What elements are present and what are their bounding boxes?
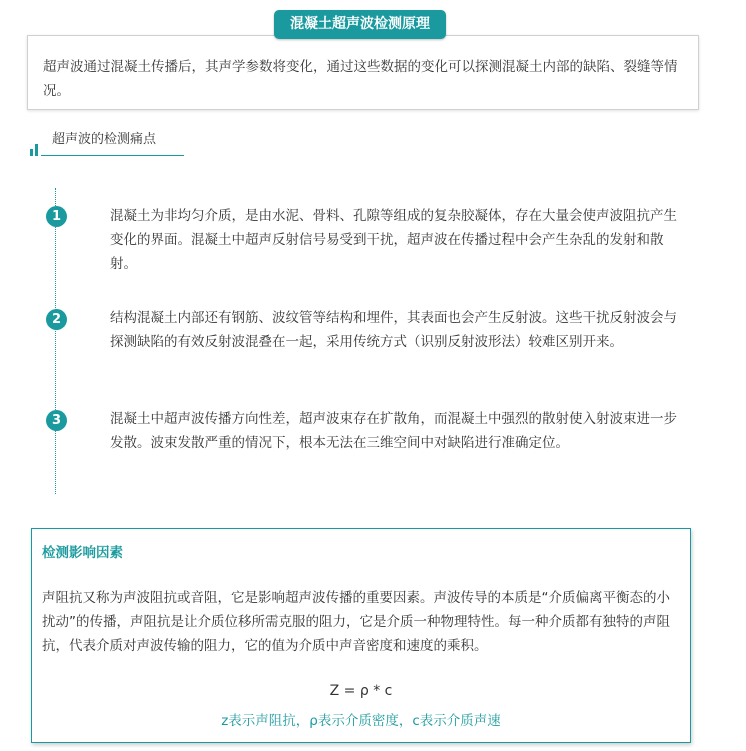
step-3-badge: 3 xyxy=(46,410,67,431)
pain-point-1-text: 混凝土为非均匀介质，是由水泥、骨料、孔隙等组成的复杂胶凝体，存在大量会使声波阻抗产生变化的界面。混凝土中超声反射信号易受到干扰，超声波在传播过程中会产生杂乱的发射和散射。 xyxy=(110,208,677,272)
formula: Z = ρ * c xyxy=(329,683,393,699)
intro-text: 超声波通过混凝土传播后，其声学参数将变化，通过这些数据的变化可以探测混凝土内部的缺陷、裂缝等情况。 xyxy=(43,59,678,99)
pain-points-heading: 超声波的检测痛点 xyxy=(52,132,157,147)
step-2-badge: 2 xyxy=(46,309,67,330)
factors-text: 声阻抗又称为声波阻抗或音阻，它是影响超声波传播的重要因素。声波传导的本质是“介质偏离平衡态的小扰动”的传播，声阻抗是让介质位移所需克服的阻力，它是介质一种物理特性。每一种介质都有独特的声阻抗，代表介质对声波传输的阻力，它的值为介质中声音密度和速度的乘积。 xyxy=(42,590,670,654)
step-1-badge: 1 xyxy=(46,206,67,227)
pain-point-3-text: 混凝土中超声波传播方向性差，超声波束存在扩散角，而混凝土中强烈的散射使入射波束进一步发散。波束发散严重的情况下，根本无法在三维空间中对缺陷进行准确定位。 xyxy=(110,411,677,451)
heading-underline xyxy=(41,155,184,156)
intro-box xyxy=(27,35,699,110)
page-title: 混凝土超声波检测原理 xyxy=(274,10,446,39)
factors-heading: 检测影响因素 xyxy=(42,545,123,561)
pain-point-2-text: 结构混凝土内部还有钢筋、波纹管等结构和埋件，其表面也会产生反射波。这些干扰反射波会与探测缺陷的有效反射波混叠在一起，采用传统方式（识别反射波形法）较难区别开来。 xyxy=(110,310,677,350)
timeline-line xyxy=(55,188,56,494)
factors-box xyxy=(31,528,691,743)
formula-note: z表示声阻抗，ρ表示介质密度，c表示介质声速 xyxy=(221,713,501,729)
